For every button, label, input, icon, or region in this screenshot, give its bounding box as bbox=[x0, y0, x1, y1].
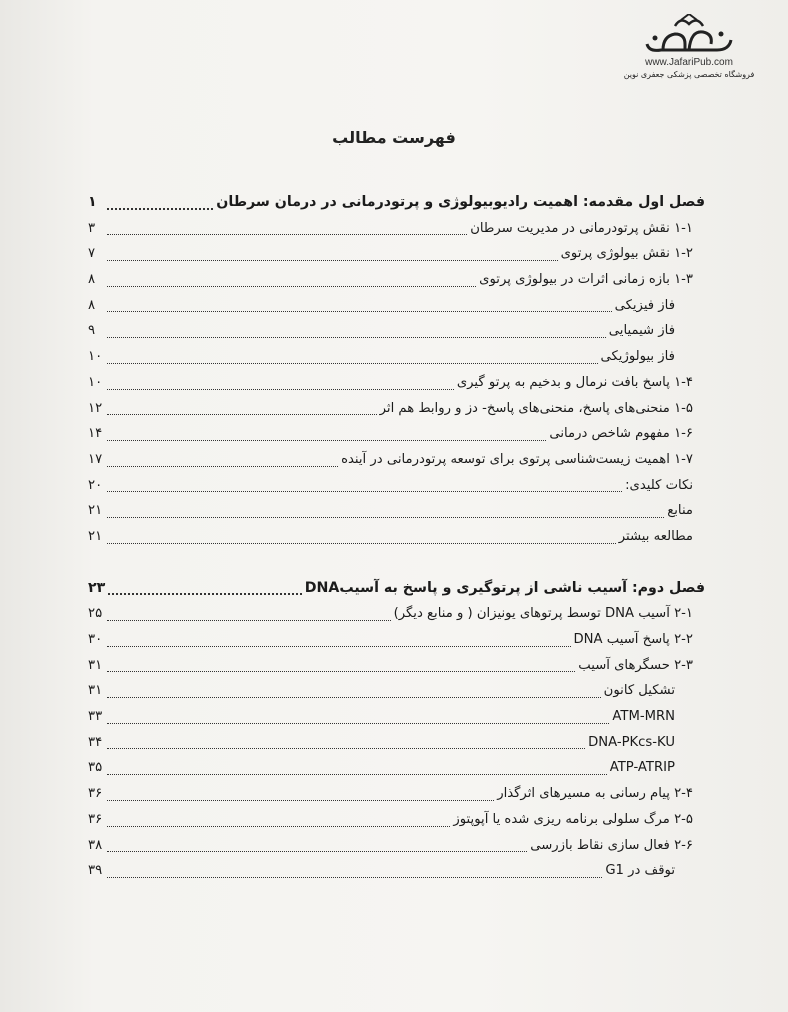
toc-page-number: ۳ bbox=[88, 220, 96, 236]
toc-page-number: ۳۳ bbox=[88, 709, 103, 725]
toc-entry bbox=[88, 807, 705, 833]
toc-entry bbox=[88, 730, 705, 756]
toc-entry-label: ۱-۲ نقش بیولوژی پرتوی bbox=[560, 246, 693, 262]
jafari-logo-icon bbox=[641, 14, 737, 56]
toc-dot-leader bbox=[107, 388, 454, 390]
toc-dot-leader bbox=[107, 362, 598, 364]
toc-page-number: ۸ bbox=[88, 272, 96, 288]
toc-entry-label: فاز فیزیکی bbox=[614, 297, 675, 313]
toc-page-number: ۱۰ bbox=[88, 374, 103, 390]
toc-entry-label: ۱-۴ پاسخ بافت نرمال و بدخیم به پرتو گیری bbox=[456, 374, 693, 390]
toc-page-number: ۲۳ bbox=[88, 579, 106, 596]
toc-page-number: ۱۰ bbox=[88, 349, 103, 365]
chapter-2-entries bbox=[88, 601, 705, 884]
toc-entry bbox=[88, 370, 705, 396]
toc-page-number: ۹ bbox=[88, 323, 96, 339]
toc-dot-leader bbox=[107, 825, 450, 827]
toc-page-number: ۲۱ bbox=[88, 528, 103, 544]
toc-dot-leader bbox=[107, 799, 494, 801]
toc-entry bbox=[88, 498, 705, 524]
toc-page-number: ۳۱ bbox=[88, 657, 103, 673]
toc-page-number: ۲۱ bbox=[88, 503, 103, 519]
toc-entry-label: فاز شیمیایی bbox=[608, 323, 675, 339]
toc-entry-label: فاز بیولوژیکی bbox=[600, 349, 675, 365]
toc-entry-label: ۱-۳ بازه زمانی اثرات در بیولوژی پرتوی bbox=[479, 272, 693, 288]
toc-page-number: ۱۲ bbox=[88, 400, 103, 416]
toc-entry bbox=[88, 755, 705, 781]
toc-dot-leader bbox=[107, 439, 546, 441]
toc-entry bbox=[88, 858, 705, 884]
chapter-1-entries bbox=[88, 216, 705, 550]
toc-entry bbox=[88, 601, 705, 627]
toc-entry bbox=[88, 704, 705, 730]
toc-dot-leader bbox=[107, 285, 476, 287]
toc-page-number: ۱ bbox=[88, 194, 97, 210]
toc-entry-label: ۲-۶ فعال سازی نقاط بازرسی bbox=[530, 837, 693, 853]
toc-page-number: ۳۵ bbox=[88, 760, 103, 776]
toc-entry bbox=[88, 833, 705, 859]
toc-entry-label: ۲-۴ پیام رسانی به مسیرهای اثرگذار bbox=[497, 786, 693, 802]
toc-entry bbox=[88, 421, 705, 447]
toc-entry-label: ۱-۵ منحنی‌های پاسخ، منحنی‌های پاسخ- دز و روابط هم اثر bbox=[379, 400, 693, 416]
toc-dot-leader bbox=[107, 876, 602, 878]
toc-dot-leader bbox=[107, 465, 338, 467]
toc-page-number: ۳۹ bbox=[88, 863, 103, 879]
toc-entry-label: ۱-۶ مفهوم شاخص درمانی bbox=[549, 426, 693, 442]
toc-dot-leader bbox=[107, 645, 571, 647]
toc-entry-label: مطالعه بیشتر bbox=[618, 528, 693, 544]
toc-dot-leader bbox=[107, 233, 467, 235]
toc-entry bbox=[88, 473, 705, 499]
toc-entry-label: ۱-۱ نقش پرتودرمانی در مدیریت سرطان bbox=[470, 220, 693, 236]
toc-page-number: ۱۷ bbox=[88, 451, 103, 467]
toc-page-number: ۲۰ bbox=[88, 477, 103, 493]
toc-entry bbox=[88, 344, 705, 370]
toc-dot-leader bbox=[107, 542, 616, 544]
toc-entry-label: ۲-۵ مرگ سلولی برنامه ریزی شده یا آپوپتوز bbox=[453, 811, 693, 827]
toc-entry-label: ATP-ATRIP bbox=[609, 760, 675, 776]
toc-chapter-heading bbox=[88, 190, 705, 216]
toc-entry-label: فصل دوم: آسیب ناشی از پرتوگیری و پاسخ به آسیبDNA bbox=[304, 579, 705, 596]
publisher-url: www.JafariPub.com bbox=[645, 57, 733, 68]
toc-page-number: ۸ bbox=[88, 297, 96, 313]
toc-entry bbox=[88, 447, 705, 473]
toc-entry-label: توقف در G1 bbox=[605, 863, 675, 879]
toc-entry bbox=[88, 318, 705, 344]
toc-page-number: ۳۶ bbox=[88, 811, 103, 827]
toc-page-number: ۳۴ bbox=[88, 734, 103, 750]
toc-dot-leader bbox=[107, 310, 612, 312]
toc-entry-label: تشکیل کانون bbox=[603, 683, 675, 699]
toc-dot-leader bbox=[107, 413, 377, 415]
toc-page-number: ۲۵ bbox=[88, 606, 103, 622]
toc-entry-label: منابع bbox=[667, 503, 693, 519]
toc-dot-leader bbox=[108, 592, 301, 595]
toc-entry bbox=[88, 653, 705, 679]
toc-page-number: ۳۸ bbox=[88, 837, 103, 853]
toc-entry bbox=[88, 241, 705, 267]
chapter-spacer bbox=[88, 550, 705, 576]
toc-dot-leader bbox=[107, 722, 609, 724]
toc-entry bbox=[88, 678, 705, 704]
toc-entry bbox=[88, 781, 705, 807]
toc-dot-leader bbox=[107, 259, 558, 261]
toc-entry-label: ۱-۷ اهمیت زیست‌شناسی پرتوی برای توسعه پرتودرمانی در آینده bbox=[341, 451, 693, 467]
toc-chapter-heading bbox=[88, 576, 705, 602]
toc-dot-leader bbox=[107, 850, 527, 852]
toc-entry-label: ۲-۳ حسگرهای آسیب bbox=[578, 657, 693, 673]
toc-dot-leader bbox=[107, 207, 213, 210]
toc-dot-leader bbox=[107, 490, 622, 492]
toc-dot-leader bbox=[107, 773, 607, 775]
table-of-contents bbox=[88, 190, 705, 884]
toc-page-number: ۷ bbox=[88, 246, 96, 262]
toc-dot-leader bbox=[107, 670, 575, 672]
page-title: فهرست مطالب bbox=[332, 128, 456, 147]
toc-entry bbox=[88, 293, 705, 319]
publisher-logo bbox=[614, 14, 764, 98]
toc-dot-leader bbox=[107, 747, 585, 749]
toc-page-number: ۳۱ bbox=[88, 683, 103, 699]
toc-page-number: ۳۶ bbox=[88, 786, 103, 802]
toc-entry-label: DNA-PKcs-KU bbox=[588, 734, 675, 750]
toc-entry-label: ATM-MRN bbox=[612, 709, 675, 725]
toc-dot-leader bbox=[107, 619, 391, 621]
toc-page-number: ۳۰ bbox=[88, 632, 103, 647]
toc-entry-label: نکات کلیدی: bbox=[625, 477, 693, 493]
toc-entry bbox=[88, 627, 705, 653]
toc-entry bbox=[88, 216, 705, 242]
toc-entry bbox=[88, 396, 705, 422]
publisher-shop-name: فروشگاه تخصصی پزشکی جعفری نوین bbox=[623, 70, 755, 79]
toc-dot-leader bbox=[107, 336, 606, 338]
toc-entry-label: ۲-۱ آسیب DNA توسط پرتوهای یونیزان ( و منابع دیگر) bbox=[393, 606, 693, 622]
toc-dot-leader bbox=[107, 516, 664, 518]
toc-page-number: ۱۴ bbox=[88, 426, 103, 442]
toc-entry-label: فصل اول مقدمه: اهمیت رادیوبیولوژی و پرتودرمانی در درمان سرطان bbox=[216, 194, 705, 210]
toc-dot-leader bbox=[107, 696, 601, 698]
toc-entry bbox=[88, 267, 705, 293]
toc-entry bbox=[88, 524, 705, 550]
toc-entry-label: ۲-۲ پاسخ آسیب DNA bbox=[573, 632, 693, 647]
